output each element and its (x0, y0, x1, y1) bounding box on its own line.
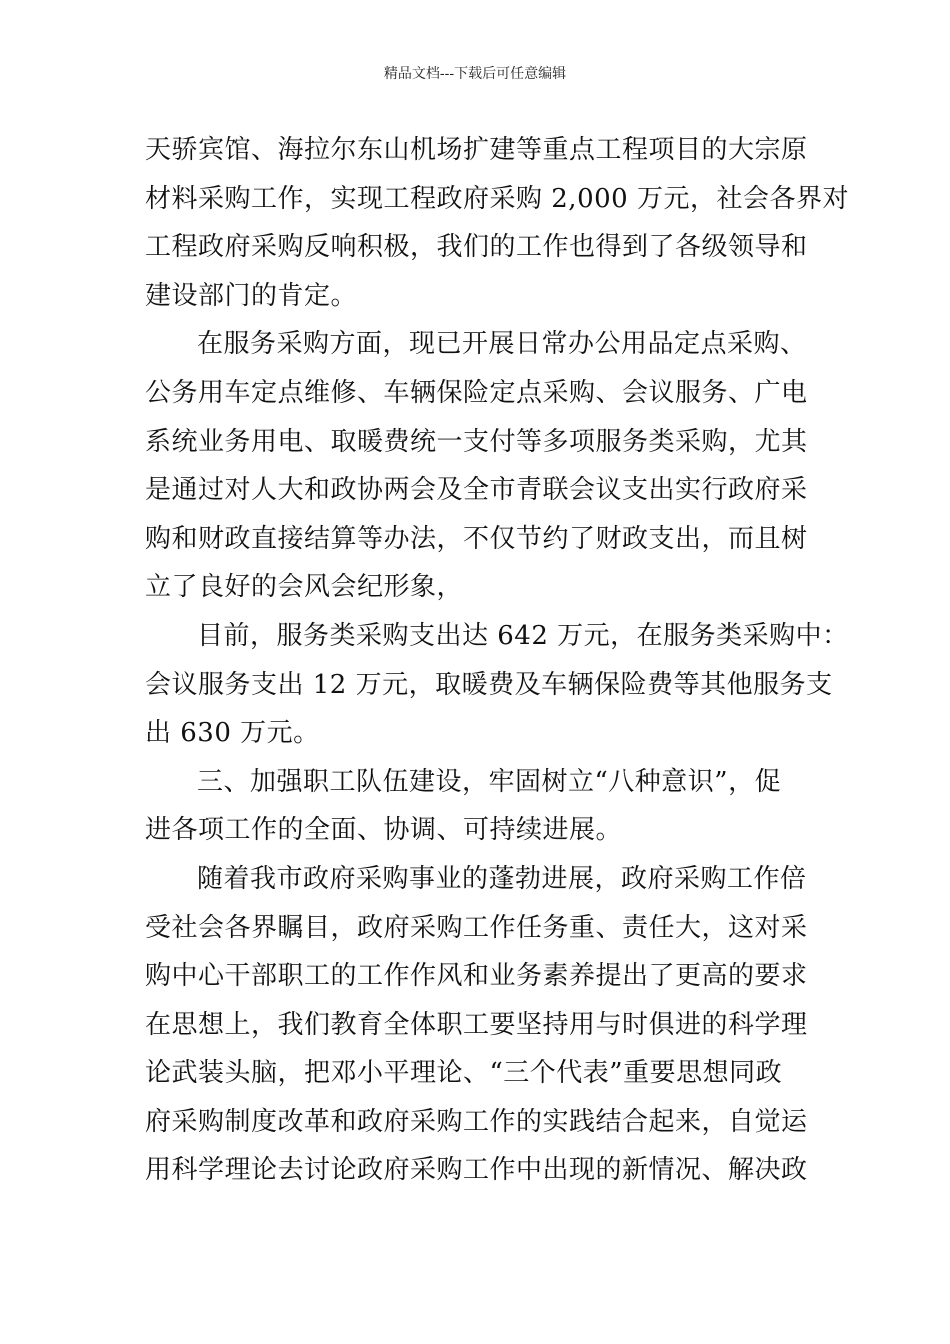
paragraph-start-line: 目前，服务类采购支出达 642 万元，在服务类采购中： (197, 620, 849, 651)
text-line: 受社会各界瞩目，政府采购工作任务重、责任大，这对采 (145, 912, 808, 943)
text-line: 出 630 万元。 (145, 718, 320, 749)
paragraph-start-line: 随着我市政府采购事业的蓬勃进展，政府采购工作倍 (197, 863, 807, 894)
text-line: 府采购制度改革和政府采购工作的实践结合起来，自觉运 (145, 1106, 808, 1137)
text-line: 购中心干部职工的工作作风和业务素养提出了更高的要求 (145, 961, 808, 992)
text-line: 建设部门的肯定。 (145, 280, 358, 311)
text-line: 立了良好的会风会纪形象， (145, 572, 464, 603)
text-line: 会议服务支出 12 万元，取暖费及车辆保险费等其他服务支 (145, 669, 833, 700)
document-body (145, 126, 849, 1195)
text-line: 公务用车定点维修、车辆保险定点采购、会议服务、广电 (145, 377, 808, 408)
text-line: 论武装头脑，把邓小平理论、“三个代表”重要思想同政 (145, 1058, 783, 1089)
text-line: 是通过对人大和政协两会及全市青联会议支出实行政府采 (145, 475, 808, 506)
text-line: 在思想上，我们教育全体职工要坚持用与时俱进的科学理 (145, 1009, 808, 1040)
text-line: 用科学理论去讨论政府采购工作中出现的新情况、解决政 (145, 1155, 808, 1186)
section-heading-line: 三、加强职工队伍建设，牢固树立“八种意识”，促 (197, 766, 782, 797)
text-line: 材料采购工作，实现工程政府采购 2,000 万元，社会各界对 (145, 183, 849, 214)
text-line: 系统业务用电、取暖费统一支付等多项服务类采购，尤其 (145, 426, 808, 457)
text-line: 购和财政直接结算等办法，不仅节约了财政支出，而且树 (145, 523, 808, 554)
text-line: 工程政府采购反响积极，我们的工作也得到了各级领导和 (145, 232, 808, 263)
paragraph-start-line: 在服务采购方面，现已开展日常办公用品定点采购、 (197, 329, 807, 360)
text-line: 天骄宾馆、海拉尔东山机场扩建等重点工程项目的大宗原 (145, 135, 808, 165)
section-heading-line: 进各项工作的全面、协调、可持续进展。 (145, 815, 623, 846)
page-header: 精品文档---下载后可任意编辑 (383, 66, 567, 82)
